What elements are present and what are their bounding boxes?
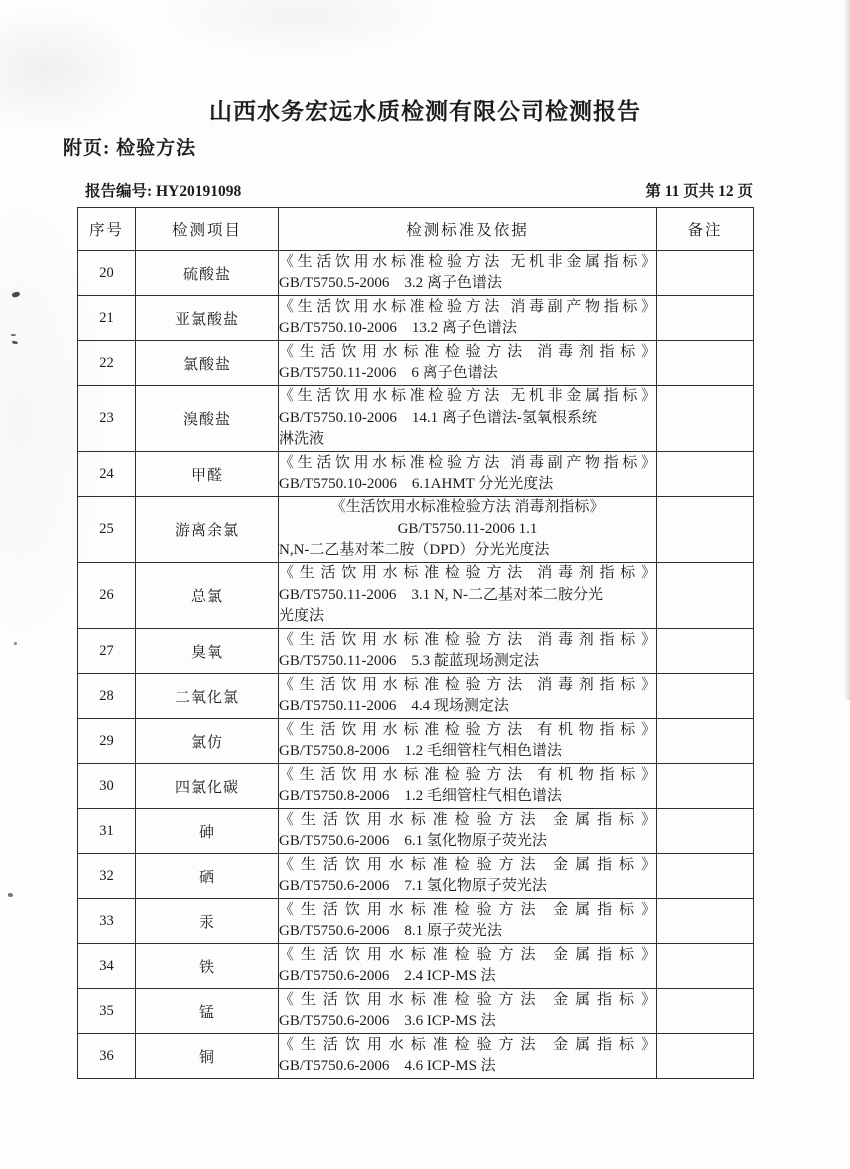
report-number: 报告编号: HY20191098 (85, 183, 242, 200)
remark-cell (657, 989, 754, 1034)
table-row (78, 497, 754, 563)
methods-table (77, 207, 754, 1079)
remark-cell (657, 944, 754, 989)
remark-cell (657, 764, 754, 809)
row-number-cell: 25 (78, 497, 136, 563)
standard-line: 《生活饮用水标准检验方法 消毒剂指标》 (279, 343, 656, 360)
standard-line: 《生活饮用水标准检验方法 消毒剂指标》 (330, 499, 605, 516)
standard-cell (279, 674, 657, 719)
row-number-cell: 23 (78, 386, 136, 452)
table-row (78, 899, 754, 944)
standard-cell (279, 251, 657, 296)
standard-cell (279, 944, 657, 989)
remark-cell (657, 497, 754, 563)
remark-cell (657, 386, 754, 452)
standard-line: 《生活饮用水标准检验方法 有机物指标》 (279, 766, 656, 783)
standard-line: GB/T5750.6-2006 3.6 ICP-MS 法 (279, 1013, 496, 1029)
table-row (78, 674, 754, 719)
remark-cell (657, 719, 754, 764)
standard-cell (279, 296, 657, 341)
table-row (78, 251, 754, 296)
standard-line: GB/T5750.11-2006 3.1 N, N-二乙基对苯二胺分光 (279, 586, 604, 603)
table-body (78, 251, 754, 1079)
row-number-cell: 27 (78, 629, 136, 674)
remark-cell (657, 899, 754, 944)
scan-speck (14, 642, 17, 645)
test-item-cell: 四氯化碳 (136, 764, 279, 809)
table-row (78, 452, 754, 497)
standard-line: GB/T5750.6-2006 8.1 原子荧光法 (279, 923, 502, 939)
standard-cell (279, 341, 657, 386)
table-row (78, 563, 754, 629)
test-item-cell: 亚氯酸盐 (136, 296, 279, 341)
remark-cell (657, 674, 754, 719)
row-number-cell: 33 (78, 899, 136, 944)
remark-cell (657, 296, 754, 341)
table-row (78, 989, 754, 1034)
standard-cell (279, 1034, 657, 1079)
table-header-row (78, 208, 754, 251)
test-item-cell: 溴酸盐 (136, 386, 279, 452)
table-row (78, 1034, 754, 1079)
row-number-cell: 28 (78, 674, 136, 719)
standard-line: 《生活饮用水标准检验方法 金属指标》 (279, 991, 656, 1008)
test-item-cell: 汞 (136, 899, 279, 944)
table-row (78, 719, 754, 764)
standard-cell (279, 452, 657, 497)
row-number-cell: 26 (78, 563, 136, 629)
meta-row (85, 179, 753, 201)
standard-line: GB/T5750.11-2006 6 离子色谱法 (279, 365, 498, 381)
scan-speck (11, 291, 20, 298)
standard-cell (279, 854, 657, 899)
row-number-cell: 32 (78, 854, 136, 899)
standard-line: GB/T5750.6-2006 7.1 氢化物原子荧光法 (279, 878, 547, 894)
table-row (78, 854, 754, 899)
standard-line: GB/T5750.10-2006 6.1AHMT 分光光度法 (279, 476, 554, 492)
row-number-cell: 20 (78, 251, 136, 296)
scan-speck (11, 334, 16, 336)
standard-line: N,N-二乙基对苯二胺（DPD）分光光度法 (279, 542, 550, 559)
scan-speck (12, 341, 18, 345)
appendix-heading: 附页: 检验方法 (63, 138, 197, 159)
remark-cell (657, 251, 754, 296)
row-number-cell: 22 (78, 341, 136, 386)
header-standard-basis: 检测标准及依据 (279, 208, 657, 251)
standard-cell (279, 497, 657, 563)
standard-cell (279, 629, 657, 674)
standard-line: GB/T5750.11-2006 5.3 靛蓝现场测定法 (279, 653, 539, 669)
standard-cell (279, 989, 657, 1034)
standard-line: GB/T5750.6-2006 4.6 ICP-MS 法 (279, 1058, 496, 1074)
standard-line: GB/T5750.6-2006 2.4 ICP-MS 法 (279, 968, 496, 984)
test-item-cell: 臭氧 (136, 629, 279, 674)
standard-line: 光度法 (279, 608, 325, 625)
standard-line: 《生活饮用水标准检验方法 消毒副产物指标》 (279, 454, 656, 471)
standard-line: GB/T5750.10-2006 13.2 离子色谱法 (279, 320, 517, 336)
standard-cell (279, 899, 657, 944)
test-item-cell: 总氯 (136, 563, 279, 629)
standard-cell (279, 764, 657, 809)
test-item-cell: 锰 (136, 989, 279, 1034)
test-item-cell: 硫酸盐 (136, 251, 279, 296)
standard-line: GB/T5750.5-2006 3.2 离子色谱法 (279, 275, 502, 291)
test-item-cell: 砷 (136, 809, 279, 854)
table-row (78, 386, 754, 452)
remark-cell (657, 341, 754, 386)
table-row (78, 944, 754, 989)
standard-cell (279, 563, 657, 629)
row-number-cell: 34 (78, 944, 136, 989)
test-item-cell: 铁 (136, 944, 279, 989)
standard-line: GB/T5750.8-2006 1.2 毛细管柱气相色谱法 (279, 788, 562, 804)
test-item-cell: 甲醛 (136, 452, 279, 497)
standard-line: GB/T5750.11-2006 1.1 (397, 520, 538, 537)
table-row (78, 296, 754, 341)
standard-line: GB/T5750.10-2006 14.1 离子色谱法-氢氧根系统 (279, 409, 597, 426)
remark-cell (657, 563, 754, 629)
standard-line: 《生活饮用水标准检验方法 金属指标》 (279, 1036, 656, 1053)
header-remark: 备注 (657, 208, 754, 251)
remark-cell (657, 452, 754, 497)
table-row (78, 629, 754, 674)
standard-line: 《生活饮用水标准检验方法 消毒剂指标》 (279, 631, 656, 648)
table-row (78, 764, 754, 809)
test-item-cell: 铜 (136, 1034, 279, 1079)
test-item-cell: 游离余氯 (136, 497, 279, 563)
standard-cell (279, 386, 657, 452)
report-title: 山西水务宏远水质检测有限公司检测报告 (209, 99, 641, 124)
row-number-cell: 36 (78, 1034, 136, 1079)
table-row (78, 341, 754, 386)
remark-cell (657, 629, 754, 674)
standard-line: 《生活饮用水标准检验方法 消毒副产物指标》 (279, 298, 656, 315)
standard-line: 淋洗液 (279, 431, 325, 448)
table-row (78, 809, 754, 854)
standard-line: 《生活饮用水标准检验方法 金属指标》 (279, 811, 656, 828)
row-number-cell: 29 (78, 719, 136, 764)
remark-cell (657, 854, 754, 899)
standard-line: 《生活饮用水标准检验方法 金属指标》 (279, 901, 656, 918)
standard-line: GB/T5750.11-2006 4.4 现场测定法 (279, 698, 509, 714)
standard-line: GB/T5750.6-2006 6.1 氢化物原子荧光法 (279, 833, 547, 849)
standard-cell (279, 809, 657, 854)
remark-cell (657, 1034, 754, 1079)
standard-cell (279, 719, 657, 764)
row-number-cell: 35 (78, 989, 136, 1034)
row-number-cell: 31 (78, 809, 136, 854)
standard-line: 《生活饮用水标准检验方法 金属指标》 (279, 946, 656, 963)
standard-line: 《生活饮用水标准检验方法 金属指标》 (279, 856, 656, 873)
standard-line: 《生活饮用水标准检验方法 消毒剂指标》 (279, 565, 656, 582)
row-number-cell: 30 (78, 764, 136, 809)
scan-speck (8, 893, 13, 897)
test-item-cell: 二氧化氯 (136, 674, 279, 719)
standard-line: 《生活饮用水标准检验方法 无机非金属指标》 (279, 253, 656, 270)
test-item-cell: 氯酸盐 (136, 341, 279, 386)
row-number-cell: 21 (78, 296, 136, 341)
page-indicator: 第 11 页共 12 页 (645, 183, 753, 200)
standard-line: 《生活饮用水标准检验方法 消毒剂指标》 (279, 676, 656, 693)
header-test-item: 检测项目 (136, 208, 279, 251)
standard-line: GB/T5750.8-2006 1.2 毛细管柱气相色谱法 (279, 743, 562, 759)
remark-cell (657, 809, 754, 854)
standard-line: 《生活饮用水标准检验方法 有机物指标》 (279, 721, 656, 738)
test-item-cell: 氯仿 (136, 719, 279, 764)
standard-line: 《生活饮用水标准检验方法 无机非金属指标》 (279, 388, 656, 405)
header-serial-number: 序号 (78, 208, 136, 251)
test-item-cell: 硒 (136, 854, 279, 899)
row-number-cell: 24 (78, 452, 136, 497)
